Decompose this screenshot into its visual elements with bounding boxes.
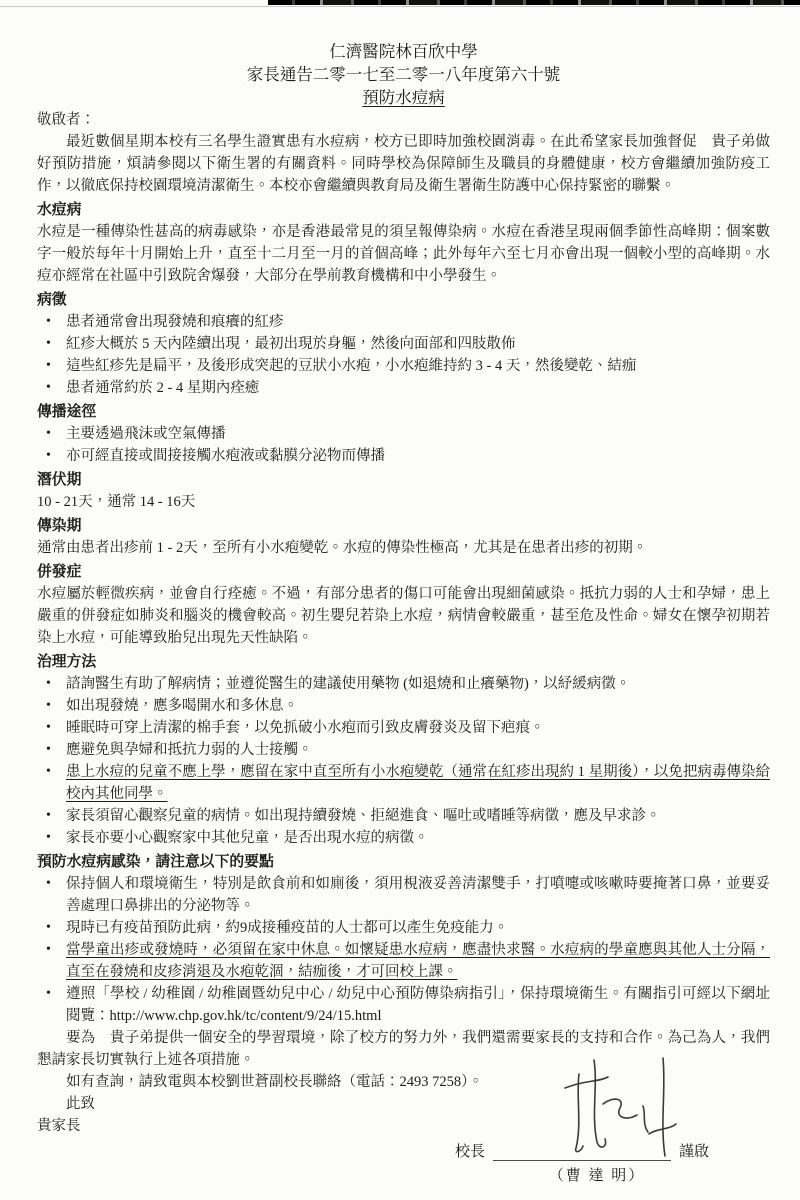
- bullet-item: • 患者通常會出現發燒和痕癢的紅疹: [37, 311, 770, 333]
- respectfully-label: 謹啟: [679, 1144, 710, 1160]
- signature-line: [493, 1142, 671, 1161]
- section-heading: 併發症: [37, 564, 82, 580]
- bullet-item: • 諮詢醫生有助了解病情；並遵從醫生的建議使用藥物 (如退燒和止癢藥物)，以紓緩病徵。: [37, 673, 770, 695]
- inquiry-line: 如有查詢，請致電與本校劉世蒼副校長聯絡（電話：2493 7258）。: [66, 1074, 483, 1090]
- section-heading: 潛伏期: [37, 472, 82, 488]
- section-chickenpox: [37, 199, 770, 287]
- prevention-list: [37, 873, 770, 1027]
- section-body: 10 - 21天，通常 14 - 16天: [37, 494, 196, 510]
- section-complications: [37, 561, 770, 649]
- bullet-item: • 家長亦要小心觀察家中其他兒童，是否出現水痘的病徵。: [37, 827, 770, 849]
- closing-paragraph: 要為 貴子弟提供一個安全的學習環境，除了校方的努力外，我們還需要家長的支持和合作。為己為人，我們懇請家長切實執行上述各項措施。: [37, 1030, 770, 1068]
- valediction: 此致: [66, 1096, 95, 1112]
- notice-subject: 預防水痘病: [362, 88, 445, 107]
- principal-label: 校長: [455, 1144, 486, 1160]
- bullet-item: • 亦可經直接或間接接觸水疱液或黏膜分泌物而傳播: [37, 445, 770, 467]
- section-heading: 傳染期: [37, 518, 82, 534]
- section-heading: 預防水痘病感染，請注意以下的要點: [37, 854, 274, 870]
- bullet-item: • 保持個人和環境衛生，特別是飲食前和如廁後，須用梘液妥善清潔雙手，打噴嚏或咳嗽時要掩著口鼻，並要妥善處理口鼻排出的分泌物等。: [37, 873, 770, 917]
- section-transmission: [37, 401, 770, 467]
- section-body: 水痘屬於輕微疾病，並會自行痊癒。不過，有部分患者的傷口可能會出現細菌感染。抵抗力弱的人士和孕婦，患上嚴重的併發症如肺炎和腦炎的機會較高。初生嬰兒若染上水痘，病情會較嚴重，甚至危及性命。婦女在懷孕初期若染上水痘，可能導致胎兒出現先天性缺陷。: [37, 586, 770, 646]
- bullet-item: • 現時已有疫苗預防此病，約9成接種疫苗的人士都可以產生免疫能力。: [37, 917, 770, 939]
- bullet-item: • 睡眠時可穿上清潔的棉手套，以免抓破小水疱而引致皮膚發炎及留下疤痕。: [37, 717, 770, 739]
- management-list: [37, 673, 770, 849]
- signature-row: [455, 1140, 785, 1161]
- salutation: 敬啟者：: [37, 112, 95, 128]
- section-heading: 治理方法: [37, 654, 97, 670]
- bullet-item: • 這些紅疹先是扁平，及後形成突起的豆狀小水疱，小水疱維持約 3 - 4 天，然後變乾、結痂: [37, 355, 770, 377]
- school-name: 仁濟醫院林百欣中學: [329, 42, 478, 61]
- notice-body: [37, 109, 770, 1137]
- section-body: 水痘是一種傳染性甚高的病毒感染，亦是香港最常見的須呈報傳染病。水痘在香港呈現兩個季節性高峰期：個案數字一般於每年十月開始上升，直至十二月至一月的首個高峰；此外每年六至七月亦會出現一個較小型的高峰期。水痘亦經常在社區中引致院舍爆發，大部分在學前教育機構和中小學發生。: [37, 224, 770, 284]
- notice-number: 家長通告二零一七至二零一八年度第六十號: [246, 65, 561, 84]
- section-body: 通常由患者出疹前 1 - 2天，至所有小水疱變乾。水痘的傳染性極高，尤其是在患者出疹的初期。: [37, 540, 648, 556]
- bullet-item: • 主要透過飛沫或空氣傳播: [37, 423, 770, 445]
- intro-paragraph: 最近數個星期本校有三名學生證實患有水痘病，校方已即時加強校園消毒。在此希望家長加強督促 貴子弟做好預防措施，煩請參閱以下衛生署的有關資料。同時學校為保障師生及職員的身體健康，校方會繼續加強防疫工作，以徹底保持校園環境清潔衛生。本校亦會繼續與教育局及衛生署衛生防護中心保持緊密的聯繫。: [37, 134, 770, 194]
- section-heading: 病徵: [37, 292, 67, 308]
- section-heading: 水痘病: [37, 202, 82, 218]
- bullet-item: • 遵照「學校 / 幼稚園 / 幼稚園暨幼兒中心 / 幼兒中心預防傳染病指引」，保持環境衛生。有關指引可經以下網址閱覽：http://www.chp.gov.hk/tc/content/9/24/15.html: [37, 983, 770, 1027]
- bullet-item: • 患者通常約於 2 - 4 星期內痊癒: [37, 377, 770, 399]
- section-symptoms: [37, 289, 770, 399]
- section-management: [37, 651, 770, 849]
- section-heading: 傳播途徑: [37, 404, 97, 420]
- symptoms-list: [37, 311, 770, 399]
- bullet-item: • 紅疹大概於 5 天內陸續出現，最初出現於身軀，然後向面部和四肢散佈: [37, 333, 770, 355]
- title-block: [37, 40, 770, 109]
- transmission-list: [37, 423, 770, 467]
- bullet-item: • 家長須留心觀察兒童的病情。如出現持續發燒、拒絕進食、嘔吐或嗜睡等病徵，應及早求診。: [37, 805, 770, 827]
- bullet-item-underlined: • 當學童出疹或發燒時，必須留在家中休息。如懷疑患水痘病，應盡快求醫。水痘病的學童應與其他人士分隔，直至在發燒和皮疹消退及水疱乾涸，結痂後，才可回校上課。: [37, 939, 770, 983]
- bullet-item: • 應避免與孕婦和抵抗力弱的人士接觸。: [37, 739, 770, 761]
- section-prevention: [37, 851, 770, 1027]
- addressee: 貴家長: [37, 1118, 81, 1134]
- bullet-item-underlined: • 患上水痘的兒童不應上學，應留在家中直至所有小水疱變乾（通常在紅疹出現約 1 星期後），以免把病毒傳染給校內其他同學。: [37, 761, 770, 805]
- principal-name: （曹 達 明）: [548, 1168, 646, 1184]
- section-infectious-period: [37, 515, 770, 559]
- bullet-item: • 如出現發燒，應多喝開水和多休息。: [37, 695, 770, 717]
- section-incubation: [37, 469, 770, 513]
